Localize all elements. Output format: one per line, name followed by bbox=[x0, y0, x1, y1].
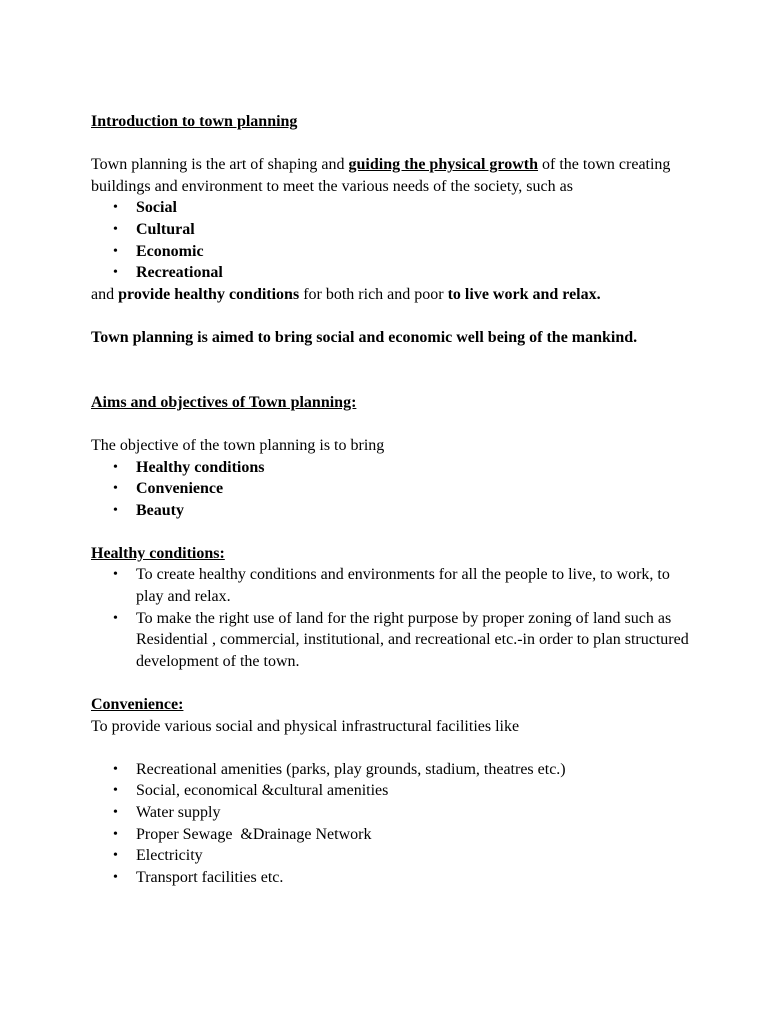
bullet-icon: • bbox=[113, 200, 118, 216]
convenience-list bbox=[91, 759, 691, 889]
healthy-list bbox=[91, 564, 691, 672]
bullet-icon: • bbox=[113, 869, 118, 885]
list-item: • To create healthy conditions and environments for all the people to live, to work, to play and relax. bbox=[113, 566, 670, 606]
aims-list bbox=[91, 457, 691, 522]
bullet-icon: • bbox=[113, 459, 118, 475]
healthy-heading: Healthy conditions: bbox=[91, 544, 225, 562]
intro-paragraph bbox=[91, 154, 691, 197]
aims-heading: Aims and objectives of Town planning: bbox=[91, 393, 357, 411]
document-page bbox=[91, 111, 691, 888]
list-item: • Healthy conditions bbox=[91, 457, 691, 479]
list-item: • To make the right use of land for the right purpose by proper zoning of land such as Residential , commercial, institutional, and recreational etc.-in order to plan structured development of the town. bbox=[113, 609, 689, 670]
bullet-icon: • bbox=[113, 221, 118, 237]
list-item: • Cultural bbox=[91, 219, 691, 241]
bullet-icon: • bbox=[113, 610, 118, 626]
intro-emphasis: guiding the physical growth bbox=[348, 156, 539, 174]
needs-list bbox=[91, 197, 691, 283]
list-item: • Social bbox=[91, 197, 691, 219]
list-item: • Water supply bbox=[91, 802, 691, 824]
live-work-emphasis: to live work and relax. bbox=[447, 285, 601, 303]
bullet-icon: • bbox=[113, 481, 118, 497]
list-item: • Proper Sewage &Drainage Network bbox=[91, 824, 691, 846]
list-item: • Transport facilities etc. bbox=[91, 867, 691, 889]
bullet-icon: • bbox=[113, 502, 118, 518]
bullet-icon: • bbox=[113, 243, 118, 259]
aim-statement: Town planning is aimed to bring social and economic well being of the mankind. bbox=[91, 328, 638, 346]
list-item: • Convenience bbox=[91, 478, 691, 500]
list-item: • Social, economical &cultural amenities bbox=[91, 780, 691, 802]
bullet-icon: • bbox=[113, 783, 118, 799]
bullet-icon: • bbox=[113, 567, 118, 583]
bullet-icon: • bbox=[113, 761, 118, 777]
list-item: • Recreational amenities (parks, play grounds, stadium, theatres etc.) bbox=[91, 759, 691, 781]
intro-text-start: Town planning is the art of shaping and bbox=[91, 156, 349, 174]
list-item: • Recreational bbox=[91, 262, 691, 284]
convenience-heading: Convenience: bbox=[91, 696, 184, 714]
bullet-icon: • bbox=[113, 805, 118, 820]
list-item: • Beauty bbox=[91, 500, 691, 522]
bullet-icon: • bbox=[113, 848, 118, 864]
provide-paragraph: and provide healthy conditions for both rich and poor to live work and relax. bbox=[91, 285, 601, 303]
provide-emphasis: provide healthy conditions bbox=[118, 285, 300, 303]
list-item: • Economic bbox=[91, 241, 691, 263]
intro-heading: Introduction to town planning bbox=[91, 113, 298, 130]
intro-text-end: of the town creating buildings and environment to meet the various needs of the society, such as bbox=[91, 156, 671, 195]
aims-lead: The objective of the town planning is to bring bbox=[91, 436, 385, 454]
convenience-lead: To provide various social and physical infrastructural facilities like bbox=[91, 717, 520, 735]
bullet-icon: • bbox=[113, 826, 118, 842]
list-item: • Electricity bbox=[91, 845, 691, 867]
bullet-icon: • bbox=[113, 265, 118, 281]
